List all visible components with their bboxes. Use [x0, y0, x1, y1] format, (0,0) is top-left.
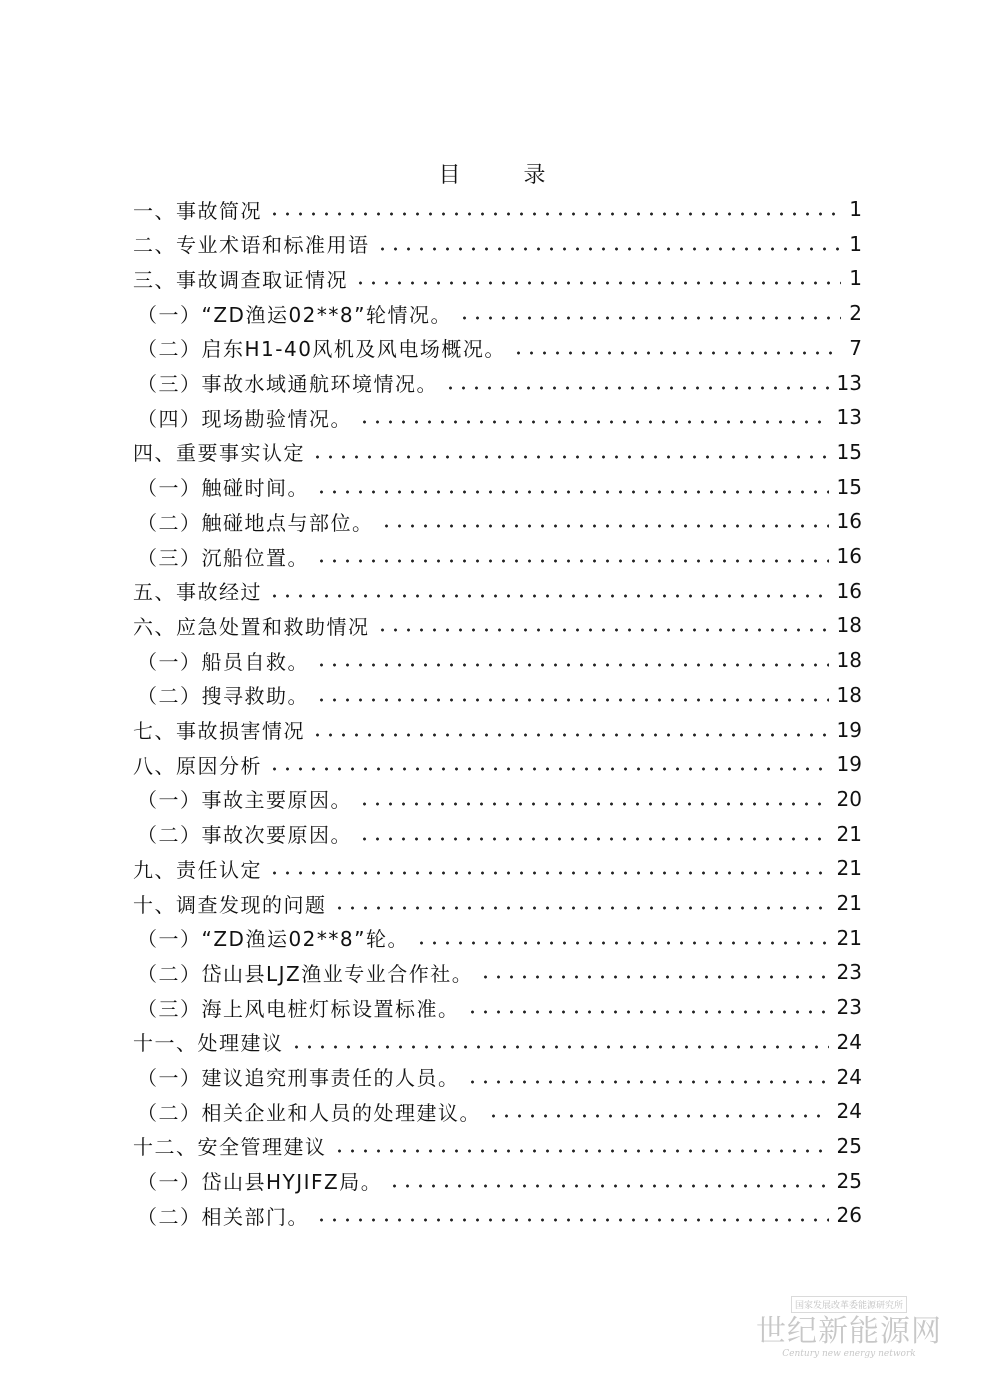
toc-entry-page-number: 18 — [836, 613, 862, 638]
toc-entry[interactable] — [137, 955, 862, 989]
watermark-sub-text: Century new energy network — [782, 1349, 916, 1359]
toc-entry-page-number: 16 — [836, 509, 862, 534]
toc-entry[interactable] — [133, 261, 862, 295]
toc-entry-label: （一）船员自救。 — [137, 649, 309, 674]
toc-entry-page-number: 18 — [836, 648, 862, 673]
toc-entry[interactable] — [137, 366, 862, 400]
toc-entry[interactable] — [133, 1025, 862, 1059]
toc-entry-page-number: 13 — [836, 405, 862, 430]
toc-dot-leader — [354, 281, 841, 285]
toc-entry[interactable] — [137, 1094, 862, 1128]
watermark-logo — [754, 1293, 944, 1367]
toc-entry[interactable] — [133, 435, 862, 469]
toc-entry-page-number: 24 — [836, 1064, 862, 1089]
toc-entry-label: （二）触碰地点与部位。 — [137, 510, 374, 535]
toc-entry[interactable] — [137, 331, 862, 365]
toc-entry[interactable] — [137, 504, 862, 538]
toc-entry-page-number: 13 — [836, 370, 862, 395]
toc-dot-leader — [512, 351, 841, 355]
toc-dot-leader — [333, 906, 829, 910]
toc-entry[interactable] — [137, 1060, 862, 1094]
toc-entry-page-number: 1 — [849, 266, 862, 291]
toc-entry[interactable] — [137, 296, 862, 330]
toc-entry-label: 十二、安全管理建议 — [133, 1135, 327, 1160]
toc-entry[interactable] — [133, 227, 862, 261]
toc-entry-label: （二）启东H1-40风机及风电场概况。 — [137, 337, 506, 362]
toc-dot-leader — [268, 871, 829, 875]
toc-entry-label: 十一、处理建议 — [133, 1031, 284, 1056]
toc-entry-page-number: 1 — [849, 197, 862, 221]
toc-entry-page-number: 25 — [836, 1168, 862, 1193]
toc-entry-label: （一）触碰时间。 — [137, 476, 309, 501]
toc-entry-page-number: 16 — [836, 578, 862, 603]
toc-entry-label: （二）相关企业和人员的处理建议。 — [137, 1100, 481, 1125]
toc-entry-page-number: 1 — [849, 231, 862, 256]
toc-dot-leader — [315, 559, 829, 563]
toc-entry[interactable] — [137, 643, 862, 677]
toc-dot-leader — [311, 455, 829, 459]
toc-dot-leader — [358, 837, 829, 841]
toc-dot-leader — [315, 663, 829, 667]
toc-entry-page-number: 21 — [836, 821, 862, 846]
toc-entry-label: （三）沉船位置。 — [137, 545, 309, 570]
toc-entry-page-number: 20 — [836, 786, 862, 811]
toc-entry-label: 四、重要事实认定 — [133, 441, 305, 466]
toc-entry-page-number: 25 — [836, 1133, 862, 1158]
toc-dot-leader — [487, 1114, 829, 1118]
toc-entry-page-number: 24 — [836, 1029, 862, 1054]
toc-dot-leader — [358, 420, 829, 424]
toc-dot-leader — [376, 247, 842, 251]
toc-entry-page-number: 21 — [836, 891, 862, 915]
toc-entry-page-number: 18 — [836, 682, 862, 707]
toc-dot-leader — [333, 1149, 829, 1153]
toc-dot-leader — [479, 975, 828, 979]
toc-entry[interactable] — [133, 1129, 862, 1163]
toc-entry-page-number: 7 — [849, 335, 862, 360]
toc-entry[interactable] — [137, 539, 862, 573]
toc-dot-leader — [315, 1218, 829, 1222]
toc-dot-leader — [415, 941, 829, 945]
toc-entry-label: 八、原因分析 — [133, 753, 262, 778]
toc-entry-label: （一）“ZD渔运02**8”轮。 — [137, 927, 409, 952]
toc-entry[interactable] — [137, 1164, 862, 1198]
toc-entry-label: 七、事故损害情况 — [133, 719, 305, 743]
toc-entry[interactable] — [137, 782, 862, 816]
toc-entry-page-number: 15 — [836, 439, 862, 464]
toc-entry-label: （四）现场勘验情况。 — [137, 406, 352, 431]
toc-entry-label: 一、事故简况 — [133, 198, 262, 223]
toc-entry-label: 三、事故调查取证情况 — [133, 267, 348, 292]
toc-entry-label: （一）“ZD渔运02**8”轮情况。 — [137, 302, 452, 327]
toc-entry-page-number: 26 — [836, 1203, 862, 1228]
toc-dot-leader — [444, 386, 829, 390]
toc-entry[interactable] — [137, 921, 862, 955]
toc-entry-label: （二）相关部门。 — [137, 1204, 309, 1229]
toc-dot-leader — [388, 1184, 828, 1188]
toc-title: 目 录 — [438, 163, 574, 188]
toc-entry-page-number: 19 — [836, 752, 862, 777]
toc-entry-label: （一）事故主要原因。 — [137, 788, 352, 813]
toc-entry-page-number: 15 — [836, 474, 862, 499]
toc-entry[interactable] — [137, 1198, 862, 1232]
toc-entry-label: （三）事故水域通航环境情况。 — [137, 372, 438, 396]
toc-dot-leader — [311, 733, 829, 737]
toc-dot-leader — [268, 212, 841, 216]
watermark-top-text: 国家发展改革委能源研究所 — [791, 1296, 907, 1313]
toc-entry-label: （二）搜寻救助。 — [137, 684, 309, 709]
toc-entry-label: 五、事故经过 — [133, 580, 262, 605]
toc-entry-label: （一）建议追究刑事责任的人员。 — [137, 1066, 460, 1090]
toc-entry-page-number: 23 — [836, 995, 862, 1020]
toc-entry-label: 九、责任认定 — [133, 857, 262, 882]
toc-entry[interactable] — [137, 470, 862, 504]
toc-dot-leader — [458, 316, 841, 320]
toc-dot-leader — [466, 1080, 829, 1084]
toc-dot-leader — [315, 698, 829, 702]
toc-dot-leader — [358, 802, 829, 806]
toc-entry-page-number: 24 — [836, 1099, 862, 1124]
toc-entry-page-number: 23 — [836, 960, 862, 985]
toc-entry-label: （三）海上风电桩灯标设置标准。 — [137, 996, 460, 1021]
toc-entry[interactable] — [133, 747, 862, 781]
toc-entry[interactable] — [137, 400, 862, 434]
toc-entry-page-number: 16 — [836, 544, 862, 568]
toc-entry-page-number: 21 — [836, 856, 862, 881]
toc-dot-leader — [315, 490, 829, 494]
toc-dot-leader — [268, 594, 829, 598]
toc-entry[interactable] — [133, 192, 862, 226]
toc-entry[interactable] — [137, 990, 862, 1024]
toc-entry[interactable] — [133, 886, 862, 920]
toc-entry[interactable] — [137, 817, 862, 851]
toc-entry-page-number: 2 — [849, 301, 862, 326]
toc-entry-label: 六、应急处置和救助情况 — [133, 614, 370, 639]
toc-dot-leader — [376, 628, 829, 632]
watermark-main-text: 世纪新能源网 — [756, 1314, 942, 1349]
toc-entry-page-number: 21 — [836, 925, 862, 950]
toc-dot-leader — [268, 767, 829, 771]
toc-dot-leader — [466, 1010, 829, 1014]
toc-entry[interactable] — [133, 851, 862, 885]
toc-entry[interactable] — [137, 678, 862, 712]
toc-entry[interactable] — [133, 713, 862, 747]
toc-entry[interactable] — [133, 608, 862, 642]
toc-entry[interactable] — [133, 574, 862, 608]
toc-entry-label: （二）岱山县LJZ渔业专业合作社。 — [137, 961, 474, 986]
toc-entry-label: 二、专业术语和标准用语 — [133, 233, 370, 258]
toc-entry-label: 十、调查发现的问题 — [133, 892, 327, 917]
toc-dot-leader — [290, 1045, 829, 1049]
toc-dot-leader — [380, 524, 829, 528]
toc-entry-page-number: 19 — [836, 717, 862, 742]
toc-entry-label: （二）事故次要原因。 — [137, 823, 352, 848]
toc-entry-label: （一）岱山县HYJIFZ局。 — [137, 1170, 383, 1195]
